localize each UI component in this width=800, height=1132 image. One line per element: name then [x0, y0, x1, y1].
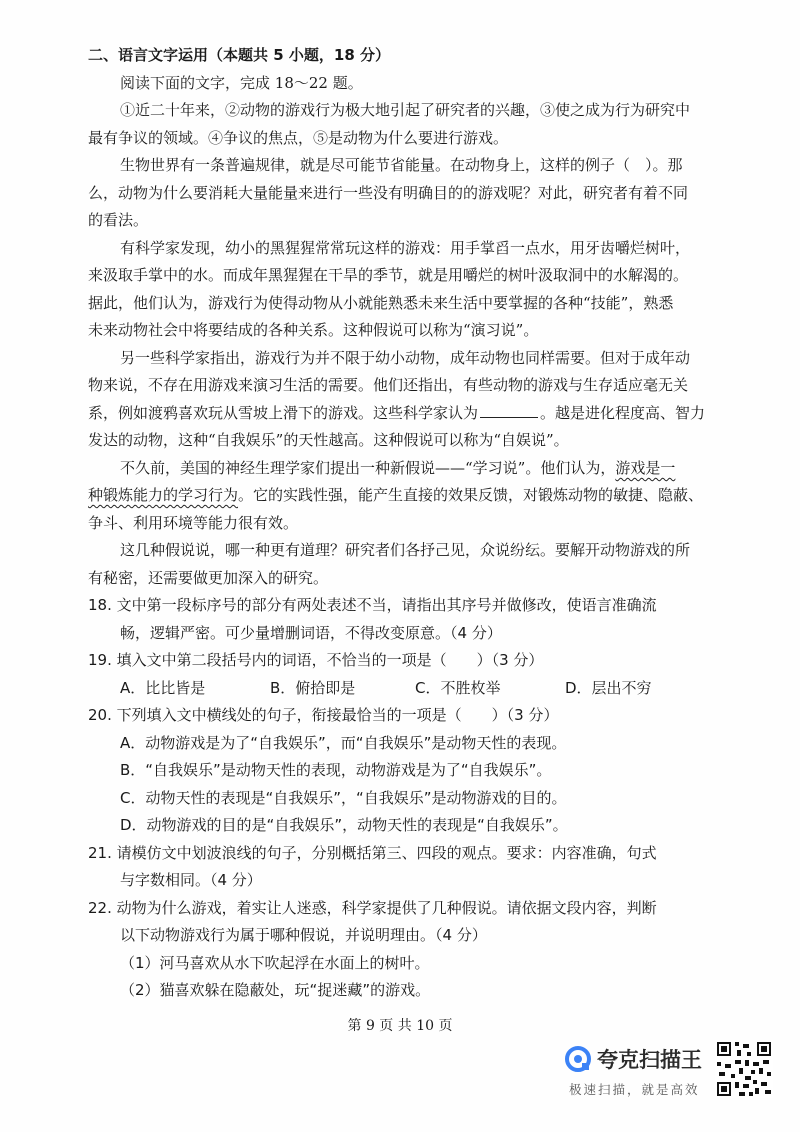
passage-text: 系，例如渡鸦喜欢玩从雪坡上滑下的游戏。这些科学家认为	[88, 404, 479, 422]
question-22-item-2: （2）猫喜欢躲在隐蔽处，玩“捉迷藏”的游戏。	[120, 981, 431, 999]
passage-line: 物来说，不存在用游戏来演习生活的需要。他们还指出，有些动物的游戏与生存适应毫无关	[88, 376, 689, 394]
question-22-item-1: （1）河马喜欢从水下吹起浮在水面上的树叶。	[120, 954, 430, 972]
passage-line: 据此，他们认为，游戏行为使得动物从小就能熟悉未来生活中要掌握的各种“技能”，熟悉	[88, 294, 674, 312]
question-19: 19. 填入文中第二段括号内的词语，不恰当的一项是（ ）（3 分）	[88, 651, 544, 669]
option-d: D．动物游戏的目的是“自我娱乐”，动物天性的表现是“自我娱乐”。	[120, 816, 568, 834]
passage-line: 未来动物社会中将要结成的各种关系。这种假说可以称为“演习说”。	[88, 321, 539, 339]
passage-line: 发达的动物，这种“自我娱乐”的天性越高。这种假说可以称为“自娱说”。	[88, 431, 569, 449]
question-18: 18. 文中第一段标序号的部分有两处表述不当，请指出其序号并做修改，使语言准确流	[88, 596, 657, 614]
watermark-slogan: 极速扫描，就是高效	[569, 1082, 700, 1097]
question-22: 22. 动物为什么游戏，着实让人迷惑，科学家提供了几种假说。请依据文段内容，判断	[88, 899, 657, 917]
fill-blank	[480, 403, 538, 418]
passage-text: 。它的实践性强，能产生直接的效果反馈，对锻炼动物的敏捷、隐蔽、	[238, 486, 704, 504]
question-21: 21. 请模仿文中划波浪线的句子，分别概括第三、四段的观点。要求：内容准确，句式	[88, 844, 657, 862]
scanner-watermark	[565, 1040, 775, 1110]
passage-line	[88, 484, 703, 506]
watermark-brand: 夸克扫描王	[597, 1048, 702, 1072]
passage-line: 么，动物为什么要消耗大量能量来进行一些没有明确目的的游戏呢？对此，研究者有着不同	[88, 184, 689, 202]
wavy-underlined-sentence: 种锻炼能力的学习行为	[88, 486, 239, 504]
passage-line: 来汲取手掌中的水。而成年黑猩猩在干旱的季节，就是用嚼烂的树叶汲取洞中的水解渴的。	[88, 266, 689, 284]
passage-line: ①近二十年来，②动物的游戏行为极大地引起了研究者的兴趣，③使之成为行为研究中	[120, 101, 691, 119]
section-heading: 二、语言文字运用（本题共 5 小题，18 分）	[88, 46, 390, 64]
passage-text: 不久前，美国的神经生理学家们提出一种新假说——“学习说”。他们认为，	[120, 459, 616, 477]
question-20: 20. 下列填入文中横线处的句子，衔接最恰当的一项是（ ）（3 分）	[88, 706, 559, 724]
wavy-underlined-sentence: 游戏是一	[615, 459, 676, 477]
passage-line	[88, 402, 705, 424]
question-18-cont: 畅，逻辑严密。可少量增删词语，不得改变原意。（4 分）	[120, 624, 502, 642]
passage-line: 争斗、利用环境等能力很有效。	[88, 514, 299, 532]
option-c: C．动物天性的表现是“自我娱乐”，“自我娱乐”是动物游戏的目的。	[120, 789, 567, 807]
option-a: A．比比皆是	[120, 679, 206, 697]
passage-text: 。越是进化程度高、智力	[540, 404, 706, 422]
passage-line: 另一些科学家指出，游戏行为并不限于幼小动物，成年动物也同样需要。但对于成年动	[120, 349, 691, 367]
passage-line: 这几种假说说，哪一种更有道理？研究者们各抒己见，众说纷纭。要解开动物游戏的所	[120, 541, 691, 559]
option-b: B．“自我娱乐”是动物天性的表现，动物游戏是为了“自我娱乐”。	[120, 761, 552, 779]
option-a: A．动物游戏是为了“自我娱乐”，而“自我娱乐”是动物天性的表现。	[120, 734, 567, 752]
option-d: D．层出不穷	[565, 679, 652, 697]
passage-line: 最有争议的领域。④争议的焦点，⑤是动物为什么要进行游戏。	[88, 129, 509, 147]
question-21-cont: 与字数相同。（4 分）	[120, 871, 262, 889]
passage-line: 生物世界有一条普遍规律，就是尽可能节省能量。在动物身上，这样的例子（ ）。那	[120, 156, 683, 174]
reading-intro: 阅读下面的文字，完成 18～22 题。	[120, 74, 363, 92]
quark-logo-icon	[565, 1046, 591, 1072]
page-number: 第 9 页 共 10 页	[347, 1018, 453, 1034]
passage-line: 的看法。	[88, 211, 149, 229]
passage-line: 有秘密，还需要做更加深入的研究。	[88, 569, 329, 587]
qr-code-icon	[715, 1040, 773, 1098]
passage-line	[120, 457, 675, 479]
question-22-cont: 以下动物游戏行为属于哪种假说，并说明理由。（4 分）	[120, 926, 487, 944]
option-b: B．俯拾即是	[270, 679, 356, 697]
option-c: C．不胜枚举	[415, 679, 501, 697]
passage-line: 有科学家发现，幼小的黑猩猩常常玩这样的游戏：用手掌舀一点水，用牙齿嚼烂树叶，	[120, 239, 691, 257]
